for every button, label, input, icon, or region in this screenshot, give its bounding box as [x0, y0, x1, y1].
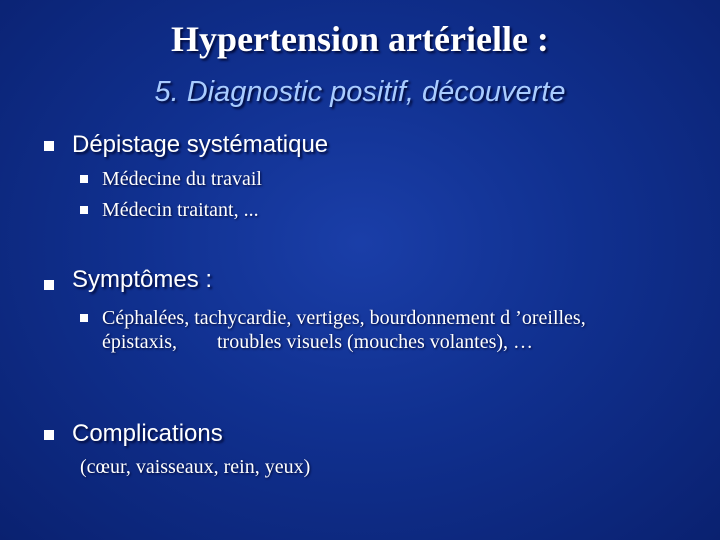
- subitem-medecine-travail: Médecine du travail: [102, 168, 262, 190]
- subitem-medecin-traitant: Médecin traitant, ...: [102, 199, 259, 221]
- bullet-depistage: Dépistage systématique: [72, 131, 329, 158]
- bullet-complications: Complications: [72, 420, 223, 447]
- complications-note: (cœur, vaisseaux, rein, yeux): [80, 456, 311, 478]
- slide-title: Hypertension artérielle :: [171, 19, 549, 59]
- subitem-symptomes-list: Céphalées, tachycardie, vertiges, bourdonnement d ’oreilles, épistaxis, troubles visuels (mouches volantes), …: [102, 307, 591, 353]
- square-bullet-icon: [44, 430, 54, 440]
- square-bullet-icon: [80, 206, 88, 214]
- square-bullet-icon: [44, 280, 54, 290]
- slide-subtitle: 5. Diagnostic positif, découverte: [154, 76, 566, 108]
- square-bullet-icon: [44, 141, 54, 151]
- bullet-symptomes: Symptômes :: [72, 266, 213, 293]
- square-bullet-icon: [80, 175, 88, 183]
- square-bullet-icon: [80, 314, 88, 322]
